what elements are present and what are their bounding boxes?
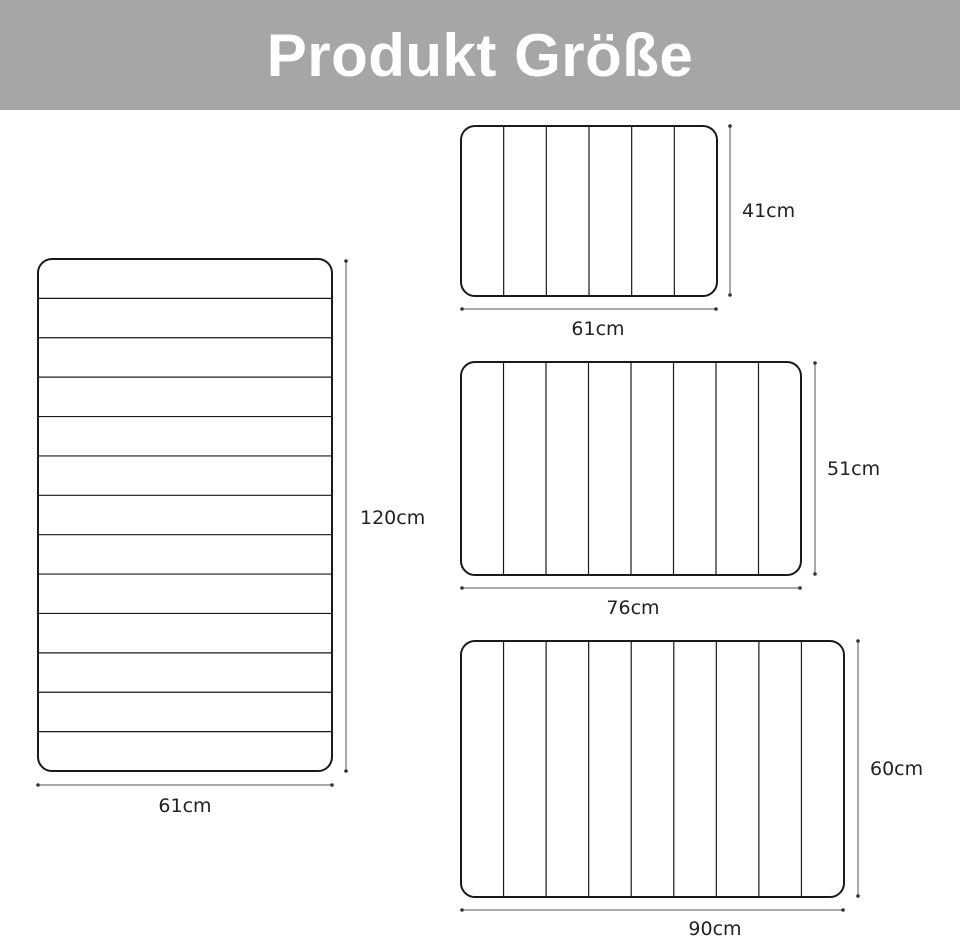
mat-76x51-width-label: 76cm [606,597,660,619]
mat-90x60-width-dimension [460,908,845,912]
mat-90x60-outline [461,641,844,897]
mat-90x60-width-label: 90cm [688,918,742,939]
mat-76x51-width-dimension [460,586,802,590]
mat-61x41-width-label: 61cm [571,318,625,340]
mat-76x51-height-dimension [813,361,817,576]
mat-76x51 [460,361,880,619]
mat-61x120-height-dimension [344,259,348,773]
mat-61x41-height-dimension [728,124,732,297]
mat-61x41-width-dimension [460,307,718,311]
mat-61x120-height-label: 120cm [360,507,426,529]
mat-61x41-stripes [504,126,675,296]
mat-90x60-height-label: 60cm [870,758,924,780]
mat-61x120-width-label: 61cm [158,795,212,817]
mat-76x51-height-label: 51cm [827,458,881,480]
mat-61x120-stripes [38,298,332,731]
mat-90x60-stripes [504,641,802,897]
mat-76x51-stripes [504,362,759,575]
mat-61x120-width-dimension [36,783,334,787]
page-title: Produkt Größe [266,21,694,89]
mat-61x120-outline [38,259,332,771]
mat-90x60-height-dimension [856,639,860,898]
mat-61x120 [36,259,425,817]
mat-61x41 [460,124,795,340]
mat-90x60 [460,639,923,939]
mat-61x41-height-label: 41cm [742,200,796,222]
